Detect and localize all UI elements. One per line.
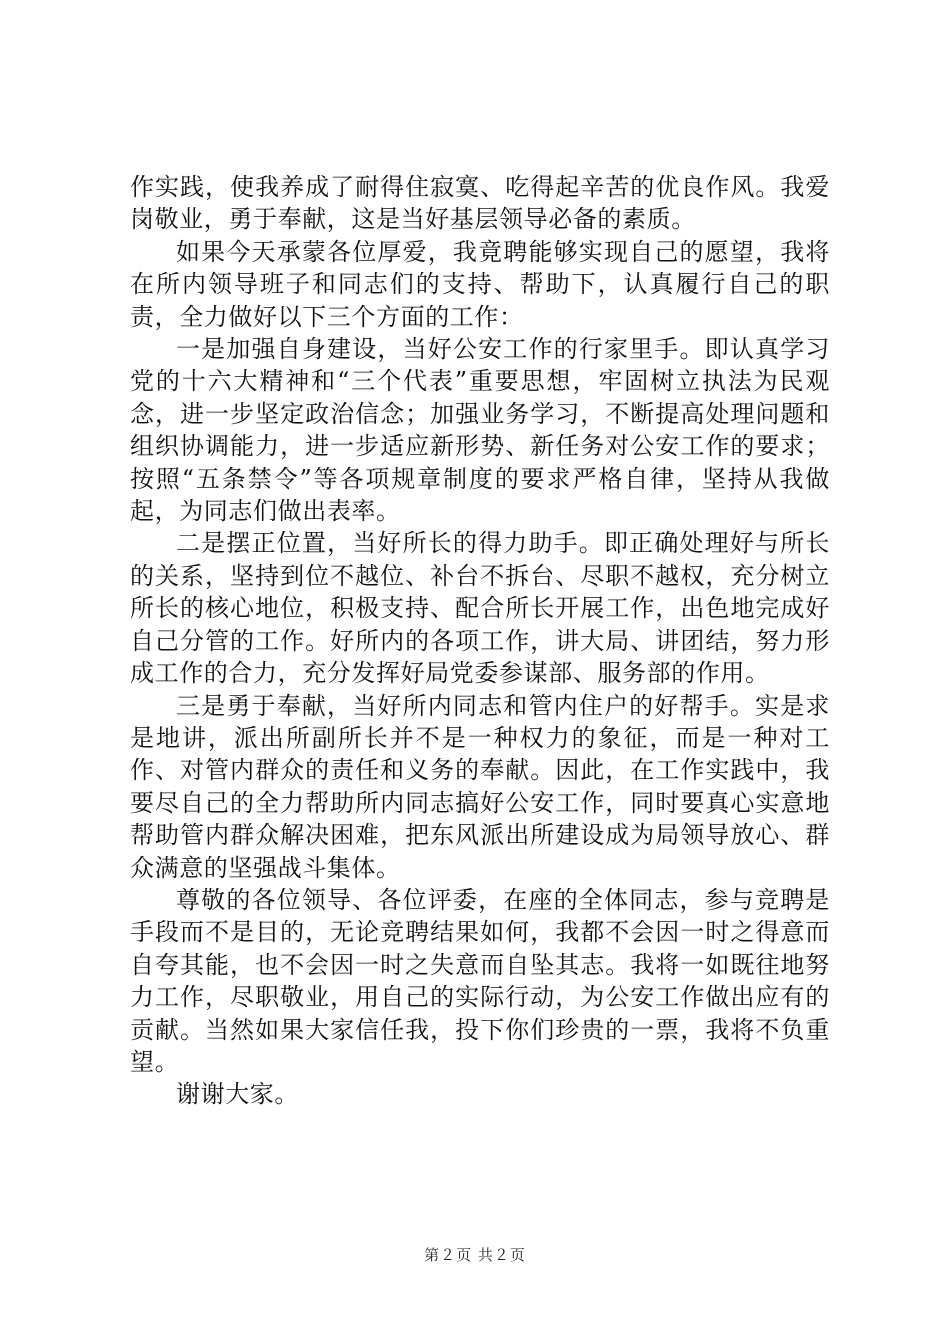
document-body <box>130 171 830 1111</box>
paragraph-point-one: 一是加强自身建设，当好公安工作的行家里手。即认真学习党的十六大精神和“三个代表”重要思想，牢固树立执法为民观念，进一步坚定政治信念；加强业务学习，不断提高处理问题和组织协调能力，进一步适应新形势、新任务对公安工作的要求；按照“五条禁令”等各项规章制度的要求严格自律，坚持从我做起，为同志们做出表率。 <box>130 335 830 526</box>
paragraph-closing: 尊敬的各位领导、各位评委，在座的全体同志，参与竞聘是手段而不是目的，无论竞聘结果如何，我都不会因一时之得意而自夸其能，也不会因一时之失意而自坠其志。我将一如既往地努力工作，尽职敬业，用自己的实际行动，为公安工作做出应有的贡献。当然如果大家信任我，投下你们珍贵的一票，我将不负重望。 <box>130 885 830 1076</box>
paragraph-point-two: 二是摆正位置，当好所长的得力助手。即正确处理好与所长的关系，坚持到位不越位、补台不拆台、尽职不越权，充分树立所长的核心地位，积极支持、配合所长开展工作，出色地完成好自己分管的工作。好所内的各项工作，讲大局、讲团结，努力形成工作的合力，充分发挥好局党委参谋部、服务部的作用。 <box>130 529 830 688</box>
paragraph-continuation: 作实践，使我养成了耐得住寂寞、吃得起辛苦的优良作风。我爱岗敬业，勇于奉献，这是当好基层领导必备的素质。 <box>130 173 830 234</box>
paragraph-point-three: 三是勇于奉献，当好所内同志和管内住户的好帮手。实是求是地讲，派出所副所长并不是一种权力的象征，而是一种对工作、对管内群众的责任和义务的奉献。因此，在工作实践中，我要尽自己的全力帮助所内同志搞好公安工作，同时要真心实意地帮助管内群众解决困难，把东风派出所建设成为局领导放心、群众满意的坚强战斗集体。 <box>130 691 830 882</box>
page-number-footer: 第２页 共２页 <box>424 1246 526 1264</box>
paragraph-intro: 如果今天承蒙各位厚爱，我竟聘能够实现自己的愿望，我将在所内领导班子和同志们的支持、帮助下，认真履行自己的职责，全力做好以下三个方面的工作： <box>130 237 830 331</box>
paragraph-thanks: 谢谢大家。 <box>176 1080 299 1109</box>
